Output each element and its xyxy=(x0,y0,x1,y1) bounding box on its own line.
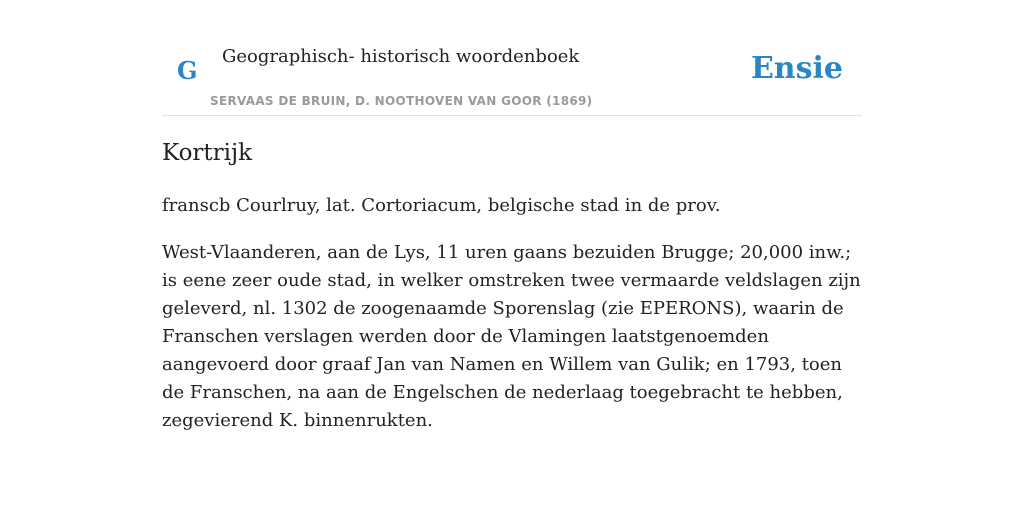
entry-paragraph-1: franscb Courlruy, lat. Cortoriacum, belgische stad in de prov. xyxy=(162,195,721,216)
entry-paragraph-2: West-Vlaanderen, aan de Lys, 11 uren gaans bezuiden Brugge; 20,000 inw.; is eene zeer oude stad, in welker omstreken twee vermaarde veldslagen zijn geleverd, nl. 1302 de zoogenaamde Sporenslag (zie EPERONS), waarin de Franschen verslagen werden door de Vlamingen laatstgenoemden aangevoerd door graaf Jan van Namen en Willem van Gulik; en 1793, toen de Franschen, na aan de Engelschen de nederlaag toegebracht te hebben, zegevierend K. binnenrukten. xyxy=(162,242,861,431)
entry-page xyxy=(162,0,862,512)
book-title[interactable]: Geographisch- historisch woordenboek xyxy=(222,46,580,67)
book-logo[interactable]: G xyxy=(177,56,198,85)
book-authors: SERVAAS DE BRUIN, D. NOOTHOVEN VAN GOOR (1869) xyxy=(210,94,593,108)
brand-logo[interactable]: Ensie xyxy=(750,51,843,86)
entry-headword: Kortrijk xyxy=(162,140,253,166)
book-header xyxy=(162,0,862,116)
